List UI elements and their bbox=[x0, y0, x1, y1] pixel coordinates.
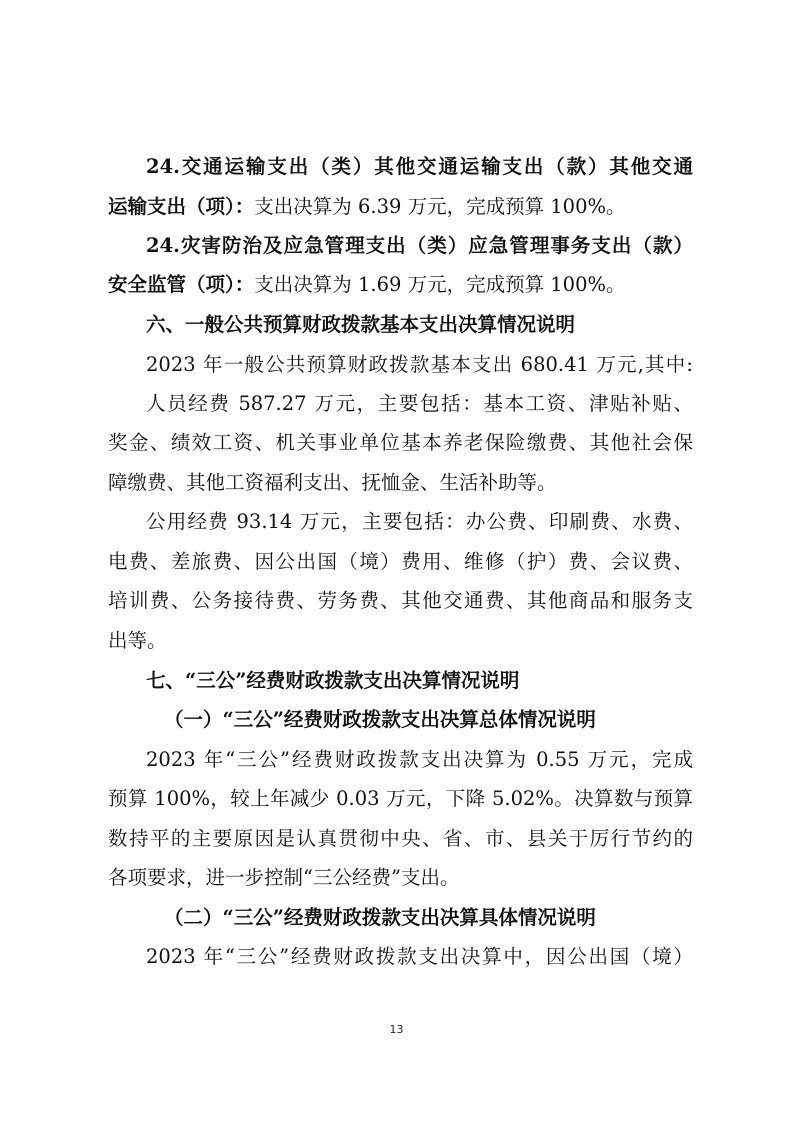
paragraph-total-line-2: 预算 100%，较上年减少 0.03 万元，下降 5.02%。决算数与预算 bbox=[108, 787, 693, 810]
paragraph-total-line-4: 各项要求，进一步控制“三公经费”支出。 bbox=[108, 866, 460, 889]
line-transport-detail bbox=[108, 190, 693, 224]
paragraph-public-line-4: 出等。 bbox=[108, 629, 167, 652]
subsection-1-heading: （一）“三公”经费财政拨款支出决算总体情况说明 bbox=[164, 708, 596, 731]
paragraph-total-line-3: 数持平的主要原因是认真贯彻中央、省、市、县关于厉行节约的 bbox=[108, 827, 693, 850]
paragraph-public-line-3: 培训费、公务接待费、劳务费、其他交通费、其他商品和服务支 bbox=[108, 589, 693, 612]
page-number: 13 bbox=[389, 1023, 404, 1036]
paragraph-detail-line-1: 2023 年“三公”经费财政拨款支出决算中，因公出国（境） bbox=[146, 945, 693, 968]
paragraph-public-line-1: 公用经费 93.14 万元，主要包括：办公费、印刷费、水费、 bbox=[146, 510, 693, 533]
paragraph-personnel-line-3: 障缴费、其他工资福利支出、抚恤金、生活补助等。 bbox=[108, 471, 557, 494]
text-disaster-amount: 支出决算为 1.69 万元，完成预算 100%。 bbox=[254, 273, 626, 296]
paragraph-total-line-1: 2023 年“三公”经费财政拨款支出决算为 0.55 万元，完成 bbox=[146, 748, 693, 771]
line-disaster-heading: 24.灾害防治及应急管理支出（类）应急管理事务支出（款） bbox=[146, 234, 693, 257]
label-disaster-item: 安全监管（项）： bbox=[108, 273, 255, 296]
subsection-2-heading: （二）“三公”经费财政拨款支出决算具体情况说明 bbox=[164, 906, 596, 929]
paragraph-personnel-line-1: 人员经费 587.27 万元，主要包括：基本工资、津贴补贴、 bbox=[146, 392, 693, 415]
line-disaster-detail bbox=[108, 268, 693, 302]
section-6-heading: 六、一般公共预算财政拨款基本支出决算情况说明 bbox=[146, 313, 576, 336]
line-transport-heading: 24.交通运输支出（类）其他交通运输支出（款）其他交通 bbox=[146, 155, 693, 178]
paragraph-public-line-2: 电费、差旅费、因公出国（境）费用、维修（护）费、会议费、 bbox=[108, 550, 693, 573]
paragraph-basic-expense: 2023 年一般公共预算财政拨款基本支出 680.41 万元,其中: bbox=[146, 353, 693, 376]
label-transport-item: 运输支出（项）： bbox=[108, 195, 255, 218]
text-transport-amount: 支出决算为 6.39 万元，完成预算 100%。 bbox=[254, 195, 626, 218]
section-7-heading: 七、“三公”经费财政拨款支出决算情况说明 bbox=[146, 669, 520, 692]
paragraph-personnel-line-2: 奖金、绩效工资、机关事业单位基本养老保险缴费、其他社会保 bbox=[108, 431, 693, 454]
